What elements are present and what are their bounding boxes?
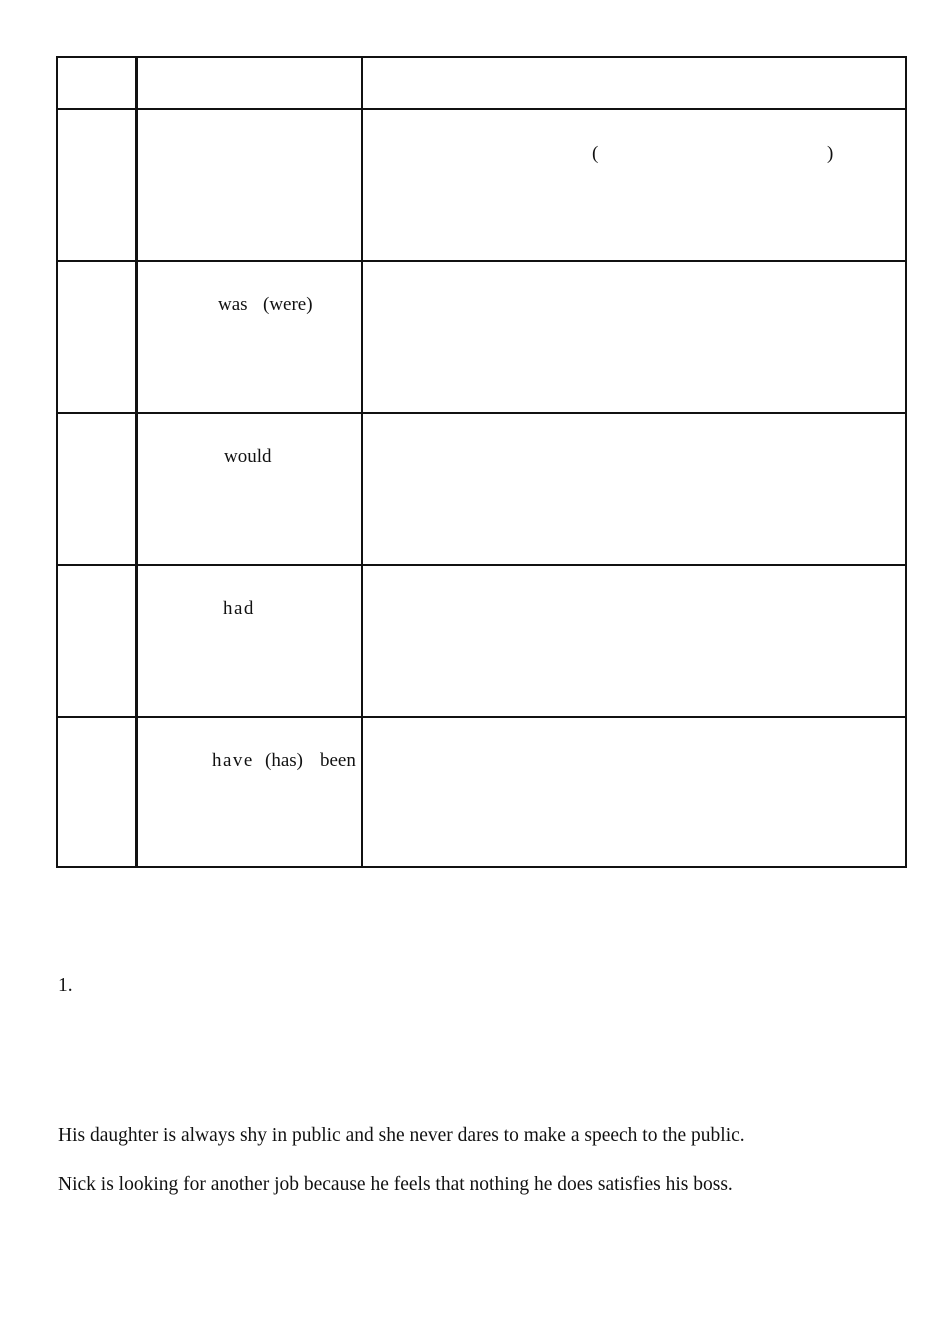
table-cell-form-word: would — [224, 446, 272, 467]
table-cell-form-word: had — [223, 598, 255, 619]
section-number: 1. — [58, 975, 73, 996]
table-row-divider — [56, 412, 907, 414]
table-column-divider — [361, 56, 363, 868]
grammar-table — [56, 56, 907, 868]
table-column-divider — [135, 56, 138, 868]
table-row-divider — [56, 564, 907, 566]
table-cell-paren-open: ( — [592, 143, 599, 164]
example-sentence: His daughter is always shy in public and she never dares to make a speech to the public. — [58, 1125, 745, 1146]
table-cell-paren-close: ) — [827, 143, 834, 164]
table-cell-form-paren: (were) — [263, 294, 313, 315]
table-cell-form-word: was — [218, 294, 248, 315]
table-cell-form-paren: (has) — [265, 750, 303, 771]
table-cell-form-word: have — [212, 750, 254, 771]
table-row-divider — [56, 108, 907, 110]
example-sentence: Nick is looking for another job because he feels that nothing he does satisfies his boss. — [58, 1174, 733, 1195]
table-cell-form-tail: been — [320, 750, 356, 771]
table-row-divider — [56, 716, 907, 718]
table-row-divider — [56, 260, 907, 262]
